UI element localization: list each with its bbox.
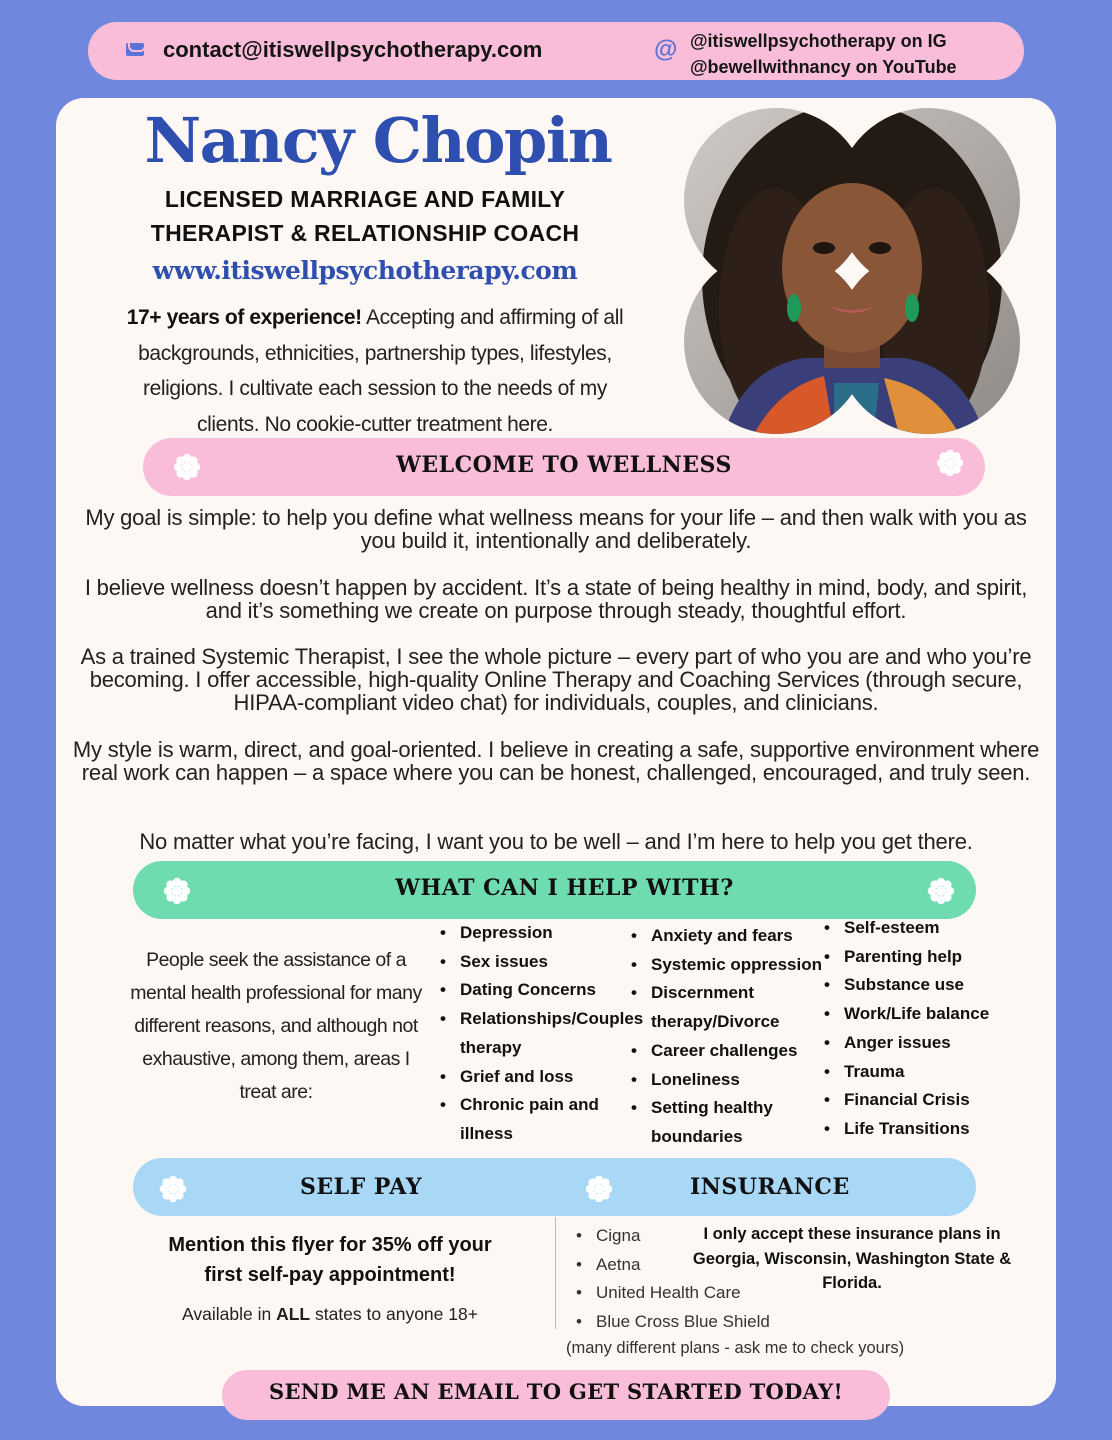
insurer-item: • Cigna [576, 1222, 770, 1251]
portrait-photo [684, 108, 1020, 434]
welcome-paragraph-4: My style is warm, direct, and goal-oriented. I believe in creating a safe, supportive environment where real work can happen – a space where you can be honest, challenged, encouraged, and truly seen. [72, 737, 1040, 785]
help-list-col1 [440, 919, 643, 1149]
list-item: • Depression [440, 919, 643, 948]
youtube-handle[interactable]: @bewellwithnancy on YouTube [690, 57, 957, 77]
insurance-note: I only accept these insurance plans in Georgia, Wisconsin, Washington State & Florida. [692, 1225, 1012, 1292]
selfpay-heading: SELF PAY [300, 1174, 423, 1200]
title-line-1: LICENSED MARRIAGE AND FAMILY [164, 186, 566, 212]
list-item: • Loneliness [631, 1066, 822, 1095]
flower-icon [158, 1174, 188, 1204]
list-item: • Work/Life balance [824, 1000, 989, 1029]
intro-body: Accepting and affirming of all backgrounds, ethnicities, partnership types, lifestyles, religions. I cultivate each session to the needs of my clients. No cookie-cutter treatment here. [138, 306, 624, 436]
help-intro: People seek the assistance of a mental health professional for many different reasons, and although not exhaustive, among them, areas I treat are: [130, 949, 422, 1103]
therapist-name: Nancy Chopin [144, 104, 612, 177]
list-item: • Chronic pain and [440, 1091, 643, 1120]
insurance-heading: INSURANCE [690, 1174, 850, 1200]
insurer-item: • Aetna [576, 1251, 770, 1280]
list-item: • Dating Concerns [440, 976, 643, 1005]
website-link[interactable]: www.itiswellpsychotherapy.com [152, 256, 578, 285]
selfpay-offer: Mention this flyer for 35% off your first self-pay appointment! [168, 1234, 492, 1286]
avail-bold: ALL [276, 1304, 311, 1324]
welcome-paragraph-3: As a trained Systemic Therapist, I see the whole picture – every part of who you are and who you’re becoming. I offer accessible, high-quality Online Therapy and Coaching Services (through secure, HIPAA-compliant video chat) for individuals, couples, and clinicians. [80, 644, 1032, 715]
payment-divider [555, 1217, 556, 1329]
list-item: • Discernment [631, 979, 822, 1008]
list-item: • Financial Crisis [824, 1086, 989, 1115]
welcome-paragraph-1: My goal is simple: to help you define what wellness means for your life – and then walk with you as you build it, intentionally and deliberately. [85, 505, 1027, 553]
list-item: therapy/Divorce [651, 1012, 780, 1032]
mail-icon [126, 43, 144, 56]
welcome-heading: WELCOME TO WELLNESS [396, 452, 732, 478]
welcome-paragraph-5: No matter what you’re facing, I want you to be well – and I’m here to help you get there. [139, 829, 973, 854]
help-list-col3 [824, 914, 989, 1144]
help-list-col2 [631, 922, 822, 1152]
list-item: • Systemic oppression [631, 951, 822, 980]
list-item: • Anxiety and fears [631, 922, 822, 951]
list-item: • Self-esteem [824, 914, 989, 943]
contact-email[interactable]: contact@itiswellpsychotherapy.com [163, 37, 543, 62]
list-item: therapy [460, 1037, 522, 1057]
avail-prefix: Available in [182, 1304, 277, 1324]
plans-note: (many different plans - ask me to check yours) [566, 1339, 905, 1357]
list-item: • Substance use [824, 971, 989, 1000]
help-heading: WHAT CAN I HELP WITH? [395, 875, 734, 901]
list-item: • Sex issues [440, 948, 643, 977]
title-line-2: THERAPIST & RELATIONSHIP COACH [150, 220, 580, 246]
at-icon: @ [654, 36, 678, 63]
list-item: • Grief and loss [440, 1063, 643, 1092]
intro-text [110, 300, 640, 442]
cta-text[interactable]: SEND ME AN EMAIL TO GET STARTED TODAY! [269, 1379, 843, 1404]
insurer-item: • United Health Care [576, 1279, 770, 1308]
list-item: boundaries [651, 1126, 743, 1146]
instagram-handle[interactable]: @itiswellpsychotherapy on IG [690, 31, 947, 51]
list-item: • Trauma [824, 1058, 989, 1087]
welcome-paragraph-2: I believe wellness doesn’t happen by accident. It’s a state of being healthy in mind, body, and spirit, and it’s something we create on purpose through steady, thoughtful effort. [84, 575, 1028, 623]
intro-bold: 17+ years of experience! [126, 306, 362, 329]
list-item: • Anger issues [824, 1029, 989, 1058]
insurer-item: • Blue Cross Blue Shield [576, 1308, 770, 1337]
list-item: • Setting healthy [631, 1094, 822, 1123]
social-handles [690, 28, 957, 80]
list-item: • Career challenges [631, 1037, 822, 1066]
list-item: • Life Transitions [824, 1115, 989, 1144]
list-item: • Relationships/Couples [440, 1005, 643, 1034]
avail-suffix: states to anyone 18+ [310, 1304, 478, 1324]
flower-icon [584, 1174, 614, 1204]
selfpay-availability [150, 1304, 510, 1325]
list-item: illness [460, 1123, 513, 1143]
list-item: • Parenting help [824, 943, 989, 972]
